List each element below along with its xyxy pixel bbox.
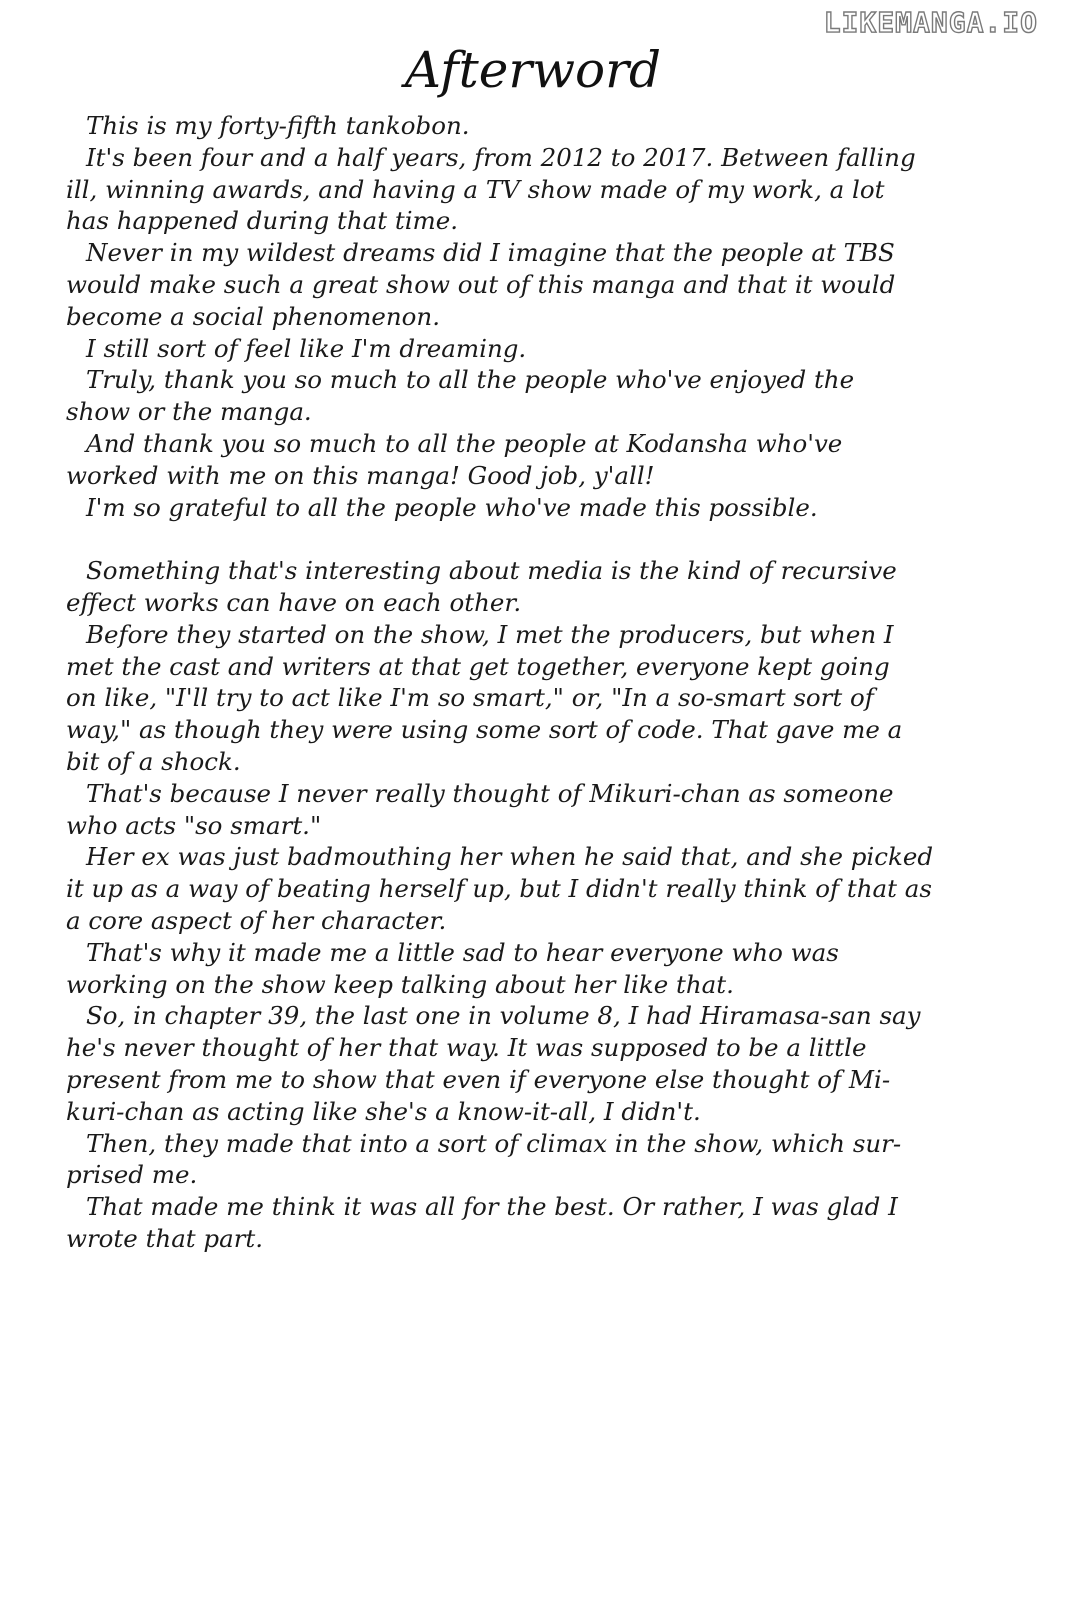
text-line: I'm so grateful to all the people who've made this possible. <box>86 492 818 522</box>
text-line: This is my forty-fifth tankobon. <box>86 111 470 140</box>
text-line: It's been four and a half years, from 2012 to 2017. Between falling <box>86 142 916 172</box>
text-line: ill, winning awards, and having a TV show made of my work, a lot <box>66 174 885 204</box>
text-line: has happened during that time. <box>66 206 459 236</box>
text-line: working on the show keep talking about her like that. <box>66 969 734 999</box>
text-line: Then, they made that into a sort of climax in the show, which sur- <box>86 1128 902 1158</box>
text-line: That's because I never really thought of Mikuri-chan as someone <box>86 778 894 808</box>
paragraph-2 <box>66 555 1006 1255</box>
text-line: would make such a great show out of this manga and that it would <box>66 269 896 299</box>
text-line: Something that's interesting about media is the kind of recursive <box>86 556 897 586</box>
text-line: And thank you so much to all the people at Kodansha who've <box>86 428 843 458</box>
text-line: met the cast and writers at that get together, everyone kept going <box>66 651 890 681</box>
text-line: So, in chapter 39, the last one in volume 8, I had Hiramasa-san say <box>86 1001 921 1031</box>
text-line: Never in my wildest dreams did I imagine that the people at TBS <box>86 238 895 268</box>
text-line: it up as a way of beating herself up, but I didn't really think of that as <box>66 874 932 904</box>
text-line: bit of a shock. <box>66 746 241 776</box>
text-line: on like, "I'll try to act like I'm so smart," or, "In a so-smart sort of <box>66 683 874 713</box>
text-line: Her ex was just badmouthing her when he said that, and she picked <box>86 842 933 872</box>
page-title: Afterword <box>404 41 662 99</box>
text-line: That made me think it was all for the best. Or rather, I was glad I <box>86 1192 898 1222</box>
text-line: prised me. <box>66 1160 198 1190</box>
text-line: he's never thought of her that way. It was supposed to be a little <box>66 1033 867 1063</box>
text-line: show or the manga. <box>66 397 312 427</box>
site-watermark: LIKEMANGA.IO <box>823 6 1038 39</box>
text-line: Before they started on the show, I met the producers, but when I <box>86 619 894 649</box>
text-line: a core aspect of her character. <box>66 905 447 935</box>
text-line: worked with me on this manga! Good job, y'all! <box>66 460 655 490</box>
text-line: wrote that part. <box>66 1223 264 1253</box>
afterword-body <box>66 110 1006 1255</box>
text-line: become a social phenomenon. <box>66 301 440 331</box>
text-line: present from me to show that even if everyone else thought of Mi- <box>66 1064 891 1094</box>
text-line: who acts "so smart." <box>66 810 322 840</box>
text-line: I still sort of feel like I'm dreaming. <box>86 333 527 363</box>
text-line: That's why it made me a little sad to hear everyone who was <box>86 937 839 967</box>
paragraph-gap <box>66 523 1006 555</box>
paragraph-1 <box>66 110 1006 523</box>
text-line: way," as though they were using some sort of code. That gave me a <box>66 715 903 745</box>
text-line: Truly, thank you so much to all the people who've enjoyed the <box>86 365 855 395</box>
text-line: kuri-chan as acting like she's a know-it-all, I didn't. <box>66 1096 701 1126</box>
text-line: effect works can have on each other. <box>66 587 522 617</box>
